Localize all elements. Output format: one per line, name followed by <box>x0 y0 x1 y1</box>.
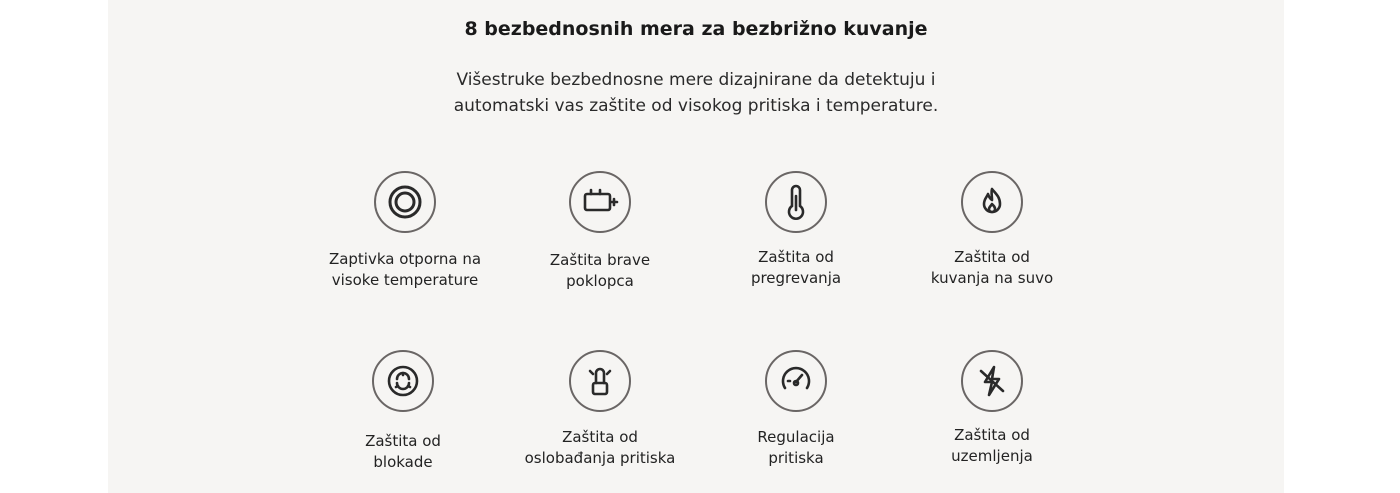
feature-label: Zaštita od blokade <box>365 432 441 471</box>
feature-dry-cook <box>897 171 1087 289</box>
feature-anti-block <box>308 350 498 473</box>
feature-gasket <box>310 171 500 291</box>
feature-label: Zaštita od oslobađanja pritiska <box>524 428 676 467</box>
safety-features-panel <box>108 0 1284 493</box>
section-subtitle <box>108 67 1284 119</box>
flame-icon <box>961 171 1023 233</box>
feature-label: Regulacija pritiska <box>757 428 835 467</box>
feature-overheat <box>701 171 891 289</box>
feature-label: Zaštita brave poklopca <box>549 251 651 290</box>
anti-block-valve-icon <box>372 350 434 412</box>
pressure-release-icon <box>569 350 631 412</box>
feature-pressure-release <box>505 350 695 469</box>
no-electric-leak-icon <box>961 350 1023 412</box>
feature-pressure-regulation <box>701 350 891 469</box>
pressure-gauge-icon <box>765 350 827 412</box>
feature-label: Zaštita od pregrevanja <box>750 248 842 287</box>
thermometer-icon <box>765 171 827 233</box>
feature-grounding <box>897 350 1087 467</box>
feature-lid-lock <box>505 171 695 292</box>
feature-label: Zaštita od uzemljenja <box>951 426 1033 465</box>
gasket-rings-icon <box>374 171 436 233</box>
feature-label: Zaptivka otporna na visoke temperature <box>328 250 482 289</box>
subtitle-line-2: automatski vas zaštite od visokog pritiska i temperature. <box>453 96 939 116</box>
feature-label: Zaštita od kuvanja na suvo <box>930 248 1054 287</box>
lid-lock-icon <box>569 171 631 233</box>
subtitle-line-1: Višestruke bezbednosne mere dizajnirane da detektuju i <box>456 70 936 90</box>
section-title: 8 bezbednosnih mera za bezbrižno kuvanje <box>464 18 928 40</box>
